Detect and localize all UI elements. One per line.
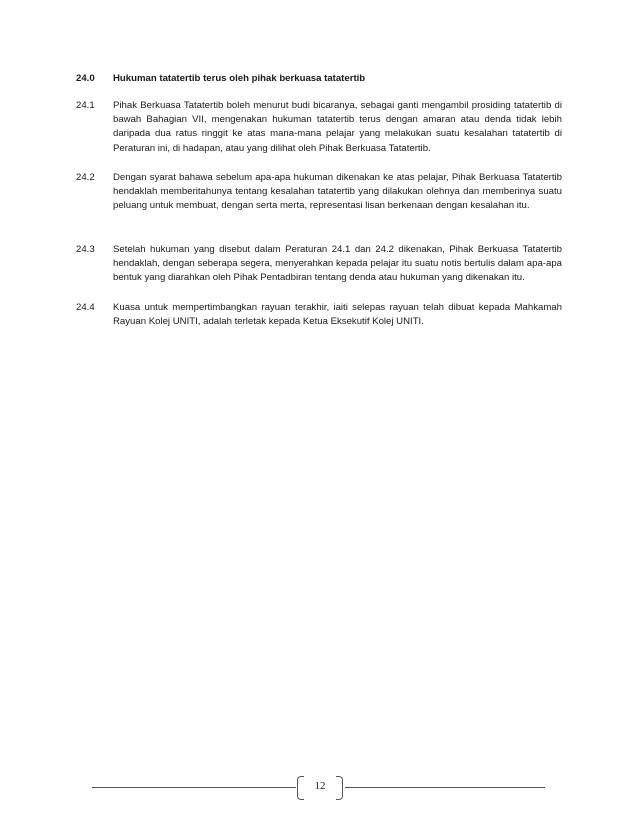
clause-number: 24.4 — [76, 302, 95, 313]
clause-text: Setelah hukuman yang disebut dalam Peraturan 24.1 dan 24.2 dikenakan, Pihak Berkuasa Tatatertib hendaklah, dengan seberapa segera, menyerahkan kepada pelajar itu suatu notis bertulis dalam apa-apa bentuk yang diarahkan oleh Pihak Pentadbiran tentang denda atau hukuman yang dikenakan itu. — [113, 244, 562, 284]
clause-24-4 — [76, 301, 562, 329]
section-heading — [76, 72, 562, 86]
clause-text: Kuasa untuk mempertimbangkan rayuan terakhir, iaiti selepas rayuan telah dibuat kepada Mahkamah Rayuan Kolej UNITI, adalah terletak kepada Ketua Eksekutif Kolej UNITI. — [113, 302, 562, 328]
clause-24-3 — [76, 243, 562, 286]
clause-24-2 — [76, 171, 562, 214]
footer-rule-right — [345, 787, 545, 788]
page-number-bracket-right — [336, 776, 343, 800]
footer-rule-left — [92, 787, 296, 788]
section-title: Hukuman tatatertib terus oleh pihak berkuasa tatatertib — [113, 73, 366, 84]
page-number: 12 — [314, 780, 326, 792]
section-number: 24.0 — [76, 73, 95, 84]
clause-text: Dengan syarat bahawa sebelum apa-apa hukuman dikenakan ke atas pelajar, Pihak Berkuasa Tatatertib hendaklah memberitahunya tentang kesalahan tatatertib yang dilakukan olehnya dan memberinya suatu peluang untuk membuat, dengan serta merta, representasi lisan berkenaan dengan kesalahan itu. — [113, 172, 562, 212]
clause-text: Pihak Berkuasa Tatatertib boleh menurut budi bicaranya, sebagai ganti mengambil prosiding tatatertib di bawah Bahagian VII, mengenakan hukuman tatatertib terus dengan amaran atau denda tidak lebih daripada dua ratus ringgit ke atas mana-mana pelajar yang melakukan suatu kesalahan tatatertib di Peraturan ini, di hadapan, atau yang dilihat oleh Pihak Berkuasa Tatatertib. — [113, 100, 562, 154]
clause-number: 24.2 — [76, 172, 95, 183]
page-number-bracket-left — [297, 776, 304, 800]
clause-number: 24.1 — [76, 100, 95, 111]
clause-24-1 — [76, 99, 562, 156]
clause-number: 24.3 — [76, 244, 95, 255]
